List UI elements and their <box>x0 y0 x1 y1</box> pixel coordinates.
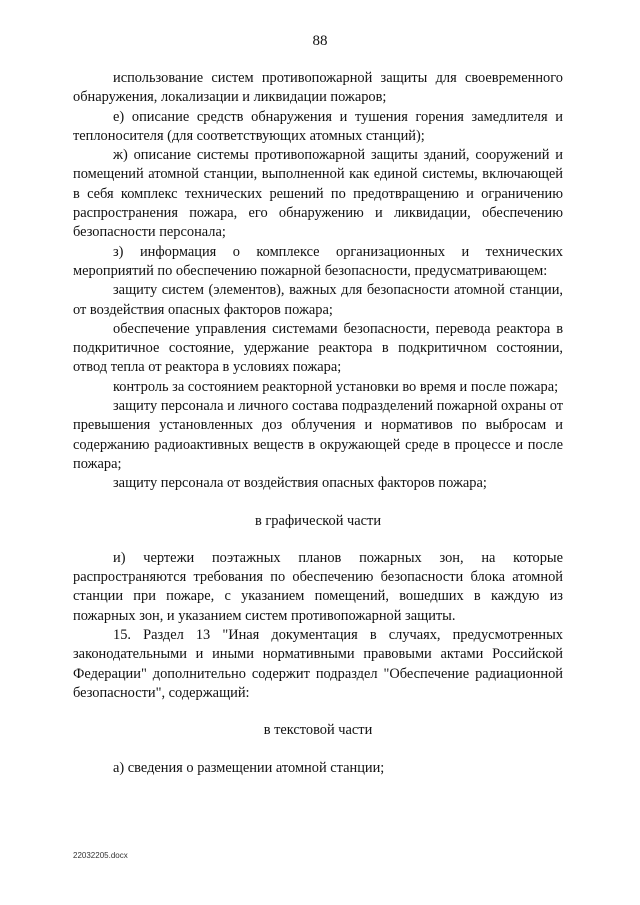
paragraph-personnel-fire-protection: защиту персонала от воздействия опасных факторов пожара; <box>113 475 487 492</box>
paragraph-fire-protection-use: использование систем противопожарной защиты для своевременного обнаружения, локализации и ликвидации пожаров; <box>73 70 563 106</box>
footer-filename: 22032205.docx <box>73 851 128 860</box>
paragraph-item-a: а) сведения о размещении атомной станции; <box>113 759 385 776</box>
paragraph-system-protection: защиту систем (элементов), важных для безопасности атомной станции, от воздействия опасных факторов пожара; <box>73 282 563 318</box>
paragraph-reactor-monitoring: контроль за состоянием реакторной установки во время и после пожара; <box>113 378 559 395</box>
paragraph-item-i: и) чертежи поэтажных планов пожарных зон, на которые распространяются требования по обеспечению безопасности блока атомной станции при пожаре, с указанием помещений, вошедших в каждую из пожарных зон, и указанием систем противопожарной защиты. <box>73 549 563 624</box>
paragraph-safety-control: обеспечение управления системами безопасности, перевода реактора в подкритичное состояние, удержание реактора в подкритичном состоянии, отвод тепла от реактора в условиях пожара; <box>73 320 563 376</box>
paragraph-item-z: з) информация о комплексе организационных и технических мероприятий по обеспечению пожарной безопасности, предусматривающем: <box>73 243 563 279</box>
section-heading-text: в текстовой части <box>263 722 373 739</box>
paragraph-personnel-radiation-protection: защиту персонала и личного состава подразделений пожарной охраны от превышения установленных доз облучения и нормативов по выбросам и содержанию радиоактивных веществ в окружающей среде в процессе и после пожара; <box>73 398 563 472</box>
paragraph-item-zh: ж) описание системы противопожарной защиты зданий, сооружений и помещений атомной станции, выполненной как единой системы, включающей в себя комплекс технических решений по предотвращению и ограничению распространения пожара, его обнаружению и ликвидации, обеспечению безопасности персонала; <box>73 147 563 241</box>
section-heading-graphic: в графической части <box>254 512 382 529</box>
document-body <box>73 69 563 778</box>
paragraph-section-15: 15. Раздел 13 "Иная документация в случаях, предусмотренных законодательными и иными нормативными правовыми актами Российской Федерации" дополнительно содержит подраздел "Обеспечение радиационной безопасности", содержащий: <box>73 627 563 701</box>
paragraph-item-e: е) описание средств обнаружения и тушения горения замедлителя и теплоносителя (для соответствующих атомных станций); <box>73 108 563 144</box>
page-number: 88 <box>312 33 328 49</box>
